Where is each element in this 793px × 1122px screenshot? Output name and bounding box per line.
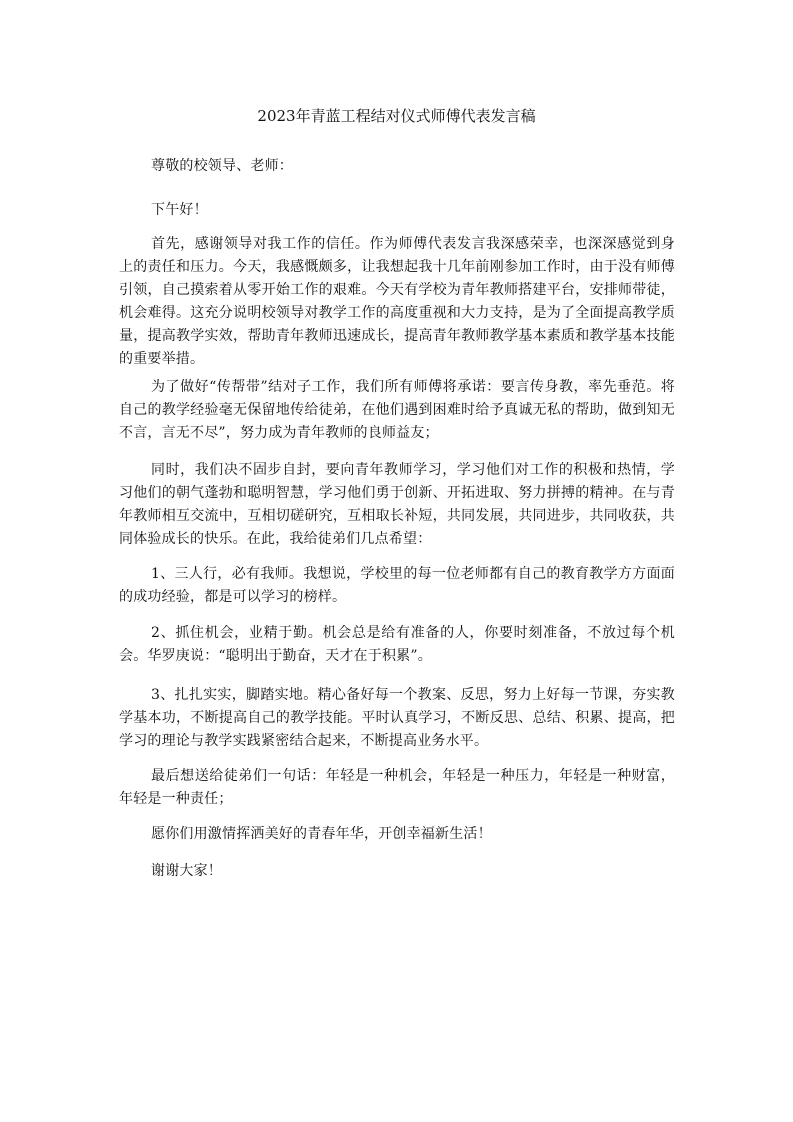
- commitment-paragraph: 为了做好“传帮带”结对子工作，我们所有师傅将承诺：要言传身教，率先垂范。将自己的教学经验毫无保留地传给徒弟，在他们遇到困难时给予真诚无私的帮助，做到知无不言，言无不尽”，努力成为青年教师的良师益友；: [119, 379, 675, 441]
- salutation-paragraph: 下午好！: [151, 202, 208, 218]
- thanks-paragraph: 谢谢大家！: [151, 863, 222, 879]
- learning-paragraph: 同时，我们决不固步自封，要向青年教师学习，学习他们对工作的积极和热情，学习他们的朝气蓬勃和聪明智慧，学习他们勇于创新、开拓进取、努力拼搏的精神。在与青年教师相互交流中，互相切磋研究，互相取长补短，共同发展，共同进步，共同收获，共同体验成长的快乐。在此，我给徒弟们几点希望：: [119, 462, 675, 547]
- hope-item-1: 1、三人行，必有我师。我想说，学校里的每一位老师都有自己的教育教学方方面面的成功经验，都是可以学习的榜样。: [119, 566, 675, 605]
- closing-words-paragraph: 最后想送给徒弟们一句话：年轻是一种机会，年轻是一种压力，年轻是一种财富，年轻是一种责任；: [119, 768, 675, 807]
- document-title: 2023年青蓝工程结对仪式师傅代表发言稿: [257, 107, 536, 125]
- hope-item-3: 3、扎扎实实，脚踏实地。精心备好每一个教案、反思，努力上好每一节课，夯实教学基本功，不断提高自己的教学技能。平时认真学习，不断反思、总结、积累、提高，把学习的理论与教学实践紧密结合起来，不断提高业务水平。: [119, 687, 675, 749]
- wish-paragraph: 愿你们用激情挥洒美好的青春年华，开创幸福新生活！: [151, 826, 492, 842]
- hope-item-2: 2、抓住机会，业精于勤。机会总是给有准备的人，你要时刻准备，不放过每个机会。华罗庚说：“聪明出于勤奋，天才在于积累”。: [119, 625, 675, 664]
- greeting-paragraph: 尊敬的校领导、老师：: [151, 158, 293, 174]
- intro-paragraph: 首先，感谢领导对我工作的信任。作为师傅代表发言我深感荣幸，也深深感觉到身上的责任和压力。今天，我感慨颇多，让我想起我十几年前刚参加工作时，由于没有师傅引领，自己摸索着从零开始工作的艰难。今天有学校为青年教师搭建平台，安排师带徒，机会难得。这充分说明校领导对教学工作的高度重视和大力支持，是为了全面提高教学质量，提高教学实效，帮助青年教师迅速成长，提高青年教师教学基本素质和教学基本技能的重要举措。: [119, 236, 675, 367]
